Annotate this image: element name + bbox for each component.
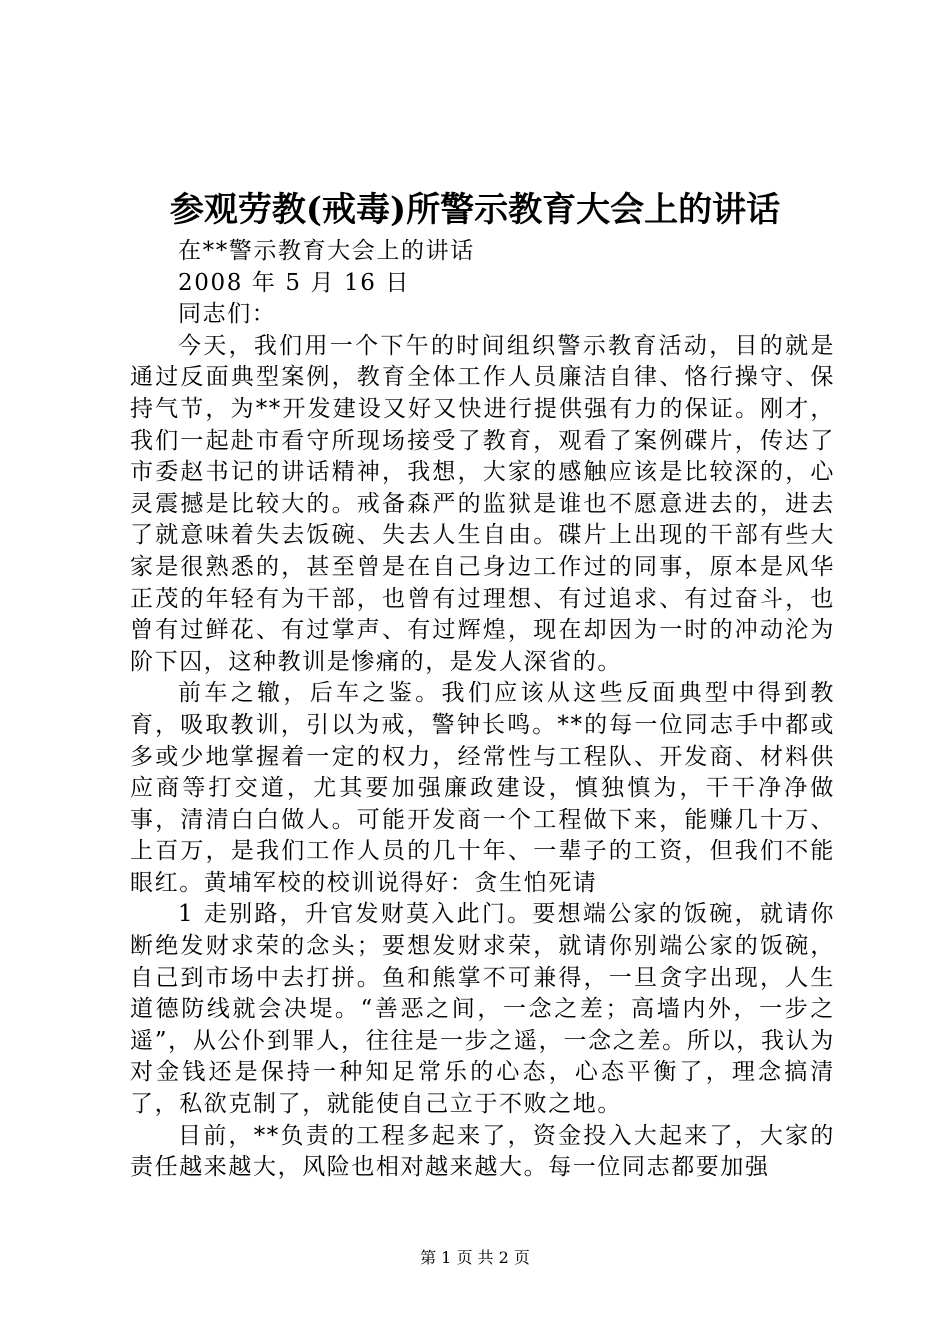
paragraph: 目前，**负责的工程多起来了，资金投入大起来了，大家的责任越来越大，风险也相对越来越大。每一位同志都要加强 [130,1122,835,1181]
paragraph: 今天，我们用一个下午的时间组织警示教育活动，目的就是通过反面典型案例，教育全体工作人员廉洁自律、恪行操守、保持气节，为**开发建设又好又快进行提供强有力的保证。刚才，我们一起赴市看守所现场接受了教育，观看了案例碟片，传达了市委赵书记的讲话精神，我想，大家的感触应该是比较深的，心灵震撼是比较大的。戒备森严的监狱是谁也不愿意进去的，进去了就意味着失去饭碗、失去人生自由。碟片上出现的干部有些大家是很熟悉的，甚至曾是在自己身边工作过的同事，原本是风华正茂的年轻有为干部，也曾有过理想、有过追求、有过奋斗，也曾有过鲜花、有过掌声、有过辉煌，现在却因为一时的冲动沦为阶下囚，这种教训是惨痛的，是发人深省的。 [130,332,835,675]
salutation: 同志们： [178,301,277,328]
speech-date: 2008 年 5 月 16 日 [178,269,410,296]
page-footer: 第 1 页 共 2 页 [420,1248,530,1267]
document-body [130,236,835,1184]
document-title: 参观劳教(戒毒)所警示教育大会上的讲话 [169,190,781,230]
paragraph: 1 走别路，升官发财莫入此门。要想端公家的饭碗，就请你断绝发财求荣的念头；要想发财求荣，就请你别端公家的饭碗，自己到市场中去打拼。鱼和熊掌不可兼得，一旦贪字出现，人生道德防线就会决堤。“善恶之间，一念之差；高墙内外，一步之遥”，从公仆到罪人，往往是一步之遥，一念之差。所以，我认为对金钱还是保持一种知足常乐的心态，心态平衡了，理念搞清了，私欲克制了，就能使自己立于不败之地。 [130,901,835,1118]
paragraph: 前车之辙，后车之鉴。我们应该从这些反面典型中得到教育，吸取教训，引以为戒，警钟长鸣。**的每一位同志手中都或多或少地掌握着一定的权力，经常性与工程队、开发商、材料供应商等打交道，尤其要加强廉政建设，慎独慎为，干干净净做事，清清白白做人。可能开发商一个工程做下来，能赚几十万、上百万，是我们工作人员的几十年、一辈子的工资，但我们不能眼红。黄埔军校的校训说得好：贪生怕死请 [130,680,835,896]
speech-subtitle: 在**警示教育大会上的讲话 [178,238,475,264]
